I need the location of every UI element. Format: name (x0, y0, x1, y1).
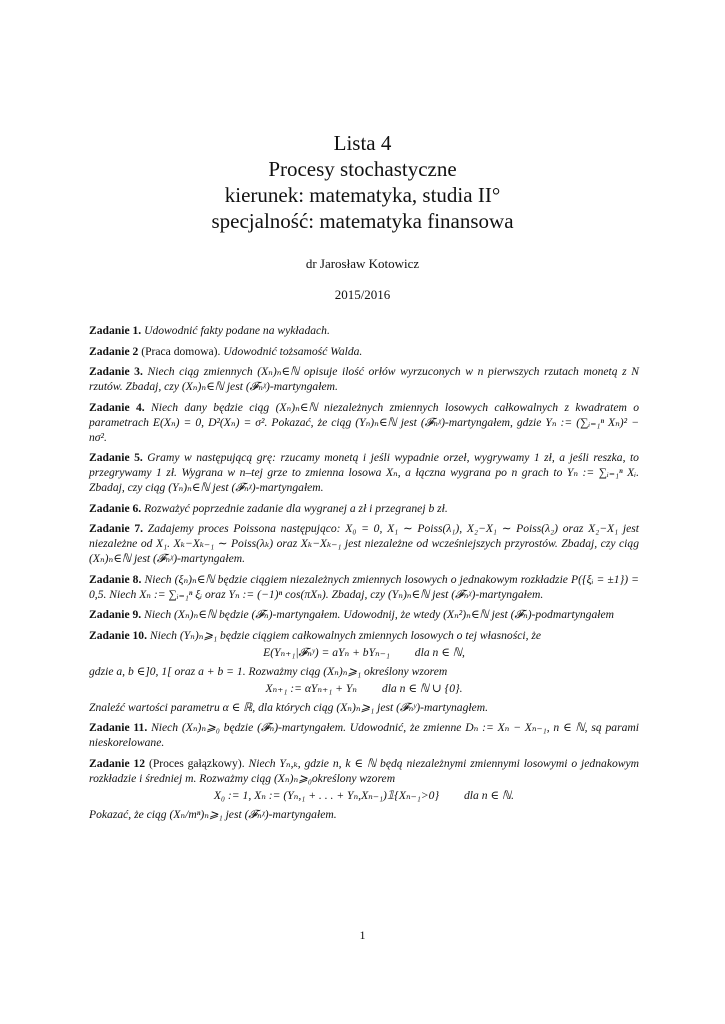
task-label: Zadanie 5. (89, 451, 143, 464)
task-label: Zadanie 2 (89, 344, 139, 358)
task-label: Zadanie 1. (89, 324, 142, 337)
equation-1 (89, 645, 639, 660)
task-2 (89, 344, 639, 359)
task-note: (Praca domowa). (141, 344, 221, 358)
equation-condition: dla n ∈ ℕ. (463, 788, 515, 802)
task-6 (89, 501, 639, 516)
task-4 (89, 400, 639, 445)
title-line-3: kierunek: matematyka, studia II° (224, 183, 501, 207)
title-line-1: Lista 4 (333, 131, 392, 155)
task-label: Zadanie 10. (89, 628, 147, 642)
task-label: Zadanie 12 (89, 756, 146, 770)
task-text-end: Znaleźć wartości parametru α ∈ ℝ, dla których ciąg (Xₙ)ₙ⩾₁ jest (𝓕ₙʸ)-martynagłem. (89, 700, 489, 714)
equation-expression: X₀ := 1, Xₙ := (Yₙ,₁ + . . . + Yₙ,Xₙ₋₁)𝟙{Xₙ₋₁>0} (213, 788, 440, 802)
task-text: Niech (Xₙ)ₙ∈ℕ będzie (𝓕ₙ)-martyngałem. Udowodnij, że wtedy (Xₙ²)ₙ∈ℕ jest (𝓕ₙ)-podmartyngałem (144, 608, 615, 621)
task-label: Zadanie 4. (89, 400, 145, 414)
equation-condition: dla n ∈ ℕ ∪ {0}. (381, 681, 463, 695)
page-number: 1 (359, 928, 366, 942)
title-line-2: Procesy stochastyczne (268, 157, 457, 181)
task-text: Udowodnić fakty podane na wykładach. (144, 324, 330, 337)
equation-expression: E(Yₙ₊₁|𝓕ₙʸ) = aYₙ + bYₙ₋₁ (263, 645, 390, 659)
task-text: Niech Yₙ,ₖ, gdzie n, k ∈ ℕ będą niezależnymi zmiennymi losowymi o jednakowym rozkładzie i średniej m. Rozważmy ciąg (Xₙ)ₙ⩾₀określony wzorem (89, 756, 640, 785)
task-5 (89, 450, 639, 495)
task-text-middle: gdzie a, b ∈]0, 1[ oraz a + b = 1. Rozważmy ciąg (Xₙ)ₙ⩾₁ określony wzorem (89, 664, 448, 678)
task-note: (Proces gałązkowy). (148, 756, 245, 770)
task-label: Zadanie 8. (89, 572, 142, 586)
task-7 (89, 521, 639, 566)
task-text-end: Pokazać, że ciąg (Xₙ/mⁿ)ₙ⩾₁ jest (𝓕ₙᵡ)-martyngałem. (89, 807, 337, 821)
equation-2 (89, 681, 639, 696)
task-10 (89, 628, 639, 715)
task-8 (89, 572, 639, 602)
task-3 (89, 364, 639, 394)
equation-condition: dla n ∈ ℕ, (414, 645, 465, 659)
task-9 (89, 607, 639, 622)
task-text: Niech ciąg zmiennych (Xₙ)ₙ∈ℕ opisuje ilość orłów wyrzuconych w n pierwszych rzutach monetą z N rzutów. Zbadaj, czy (Xₙ)ₙ∈ℕ jest (𝓕ₙᵡ)-martyngałem. (89, 365, 640, 393)
author: dr Jarosław Kotowicz (305, 256, 420, 271)
equation-1 (89, 788, 639, 803)
task-label: Zadanie 3. (89, 365, 143, 378)
task-text: Niech (Yₙ)ₙ⩾₁ będzie ciągiem całkowalnych zmiennych losowych o tej własności, że (149, 628, 542, 642)
task-text: Rozważyć poprzednie zadanie dla wygranej a zł i przegranej b zł. (144, 501, 448, 515)
task-text: Gramy w następującą grę: rzucamy monetą i jeśli wypadnie orzeł, wygrywamy 1 zł, a jeśli reszka, to przegrywamy 1 zł. Wygrana w n–tej grze to zmienna losowa Xₙ, a łączna wygrana po n grach to Yₙ := ∑ᵢ₌₁ⁿ Xᵢ. Zbadaj, czy ciąg (Yₙ)ₙ∈ℕ jest (𝓕ₙᵡ)-martyngałem. (89, 451, 639, 494)
task-text: Niech dany będzie ciąg (Xₙ)ₙ∈ℕ niezależnych zmiennych losowych całkowalnych z kwadratem o parametrach E(Xₙ) = 0, D²(Xₙ) = σ². Pokazać, że ciąg (Yₙ)ₙ∈ℕ jest (𝓕ₙᵡ)-martyngałem, gdzie Yₙ := (∑ᵢ₌₁ⁿ Xₙ)² − nσ². (89, 400, 639, 444)
task-11 (89, 720, 639, 750)
task-12 (89, 756, 639, 822)
equation-expression: Xₙ₊₁ := αYₙ₊₁ + Yₙ (265, 681, 357, 695)
task-text: Udowodnić tożsamość Walda. (223, 344, 363, 358)
task-text: Niech (Xₙ)ₙ⩾₀ będzie (𝓕ₙ)-martyngałem. Udowodnić, że zmienne Dₙ := Xₙ − Xₙ₋₁, n ∈ ℕ, są parami nieskorelowane. (89, 721, 639, 749)
task-text: Niech (ξₙ)ₙ∈ℕ będzie ciągiem niezależnych zmiennych losowych o jednakowym rozkładzie P({ξᵢ = ±1}) = 0,5. Niech Xₙ := ∑ᵢ₌₁ⁿ ξᵢ oraz Yₙ := (−1)ⁿ cos(πXₙ). Zbadaj, czy (Yₙ)ₙ∈ℕ jest (𝓕ₙᵡ)-martyngałem. (89, 572, 639, 601)
task-1 (89, 323, 639, 338)
task-label: Zadanie 7. (89, 522, 144, 535)
task-label: Zadanie 6. (89, 501, 142, 515)
task-list (89, 323, 639, 827)
task-label: Zadanie 11. (89, 721, 148, 734)
title-line-4: specjalność: matematyka finansowa (211, 209, 514, 233)
task-text: Zadajemy proces Poissona następująco: X₀ = 0, X₁ ∼ Poiss(λ₁), X₂−X₁ ∼ Poiss(λ₂) oraz X₂−X₁ jest niezależne od X₁. Xₖ−Xₖ₋₁ ∼ Poiss(λₖ) oraz Xₖ−Xₖ₋₁ jest niezależne od wcześniejszych przyrostów. Zbadaj, czy ciąg (Xₙ)ₙ∈ℕ jest (𝓕ₙᵡ)-martyngałem. (89, 522, 639, 565)
academic-year: 2015/2016 (334, 287, 391, 302)
title-block (0, 130, 725, 234)
task-label: Zadanie 9. (89, 608, 142, 621)
